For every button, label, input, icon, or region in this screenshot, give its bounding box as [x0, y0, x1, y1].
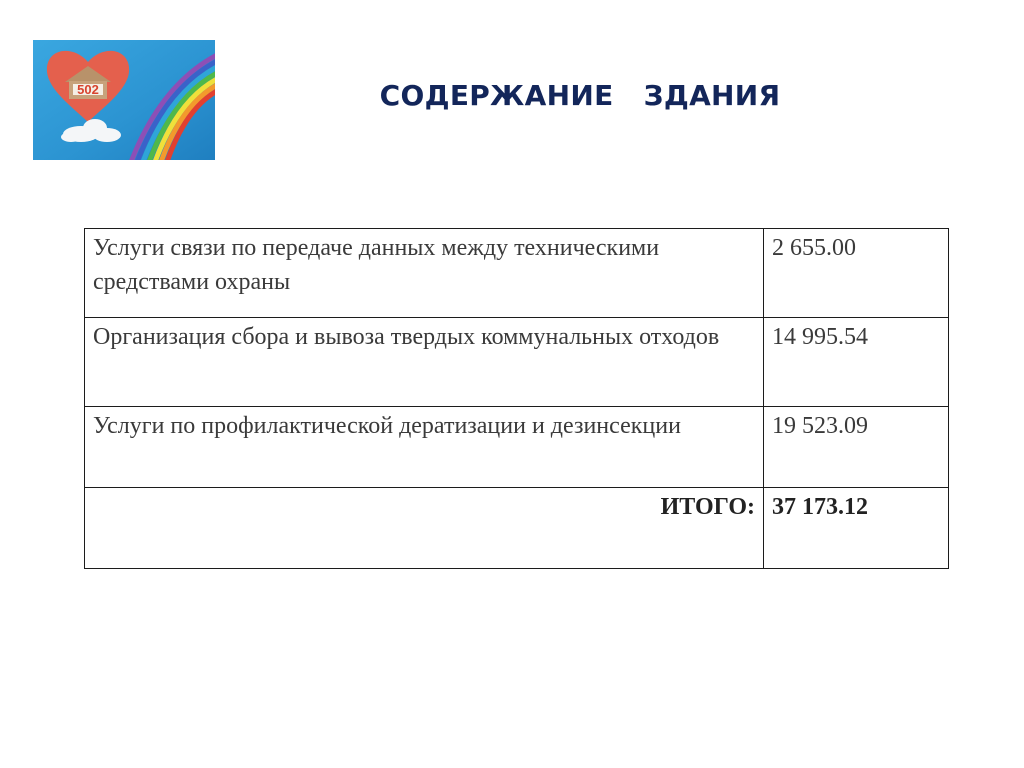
table-row	[85, 407, 949, 488]
row-amount: 19 523.09	[764, 407, 949, 488]
row-amount: 14 995.54	[764, 318, 949, 407]
table-row	[85, 318, 949, 407]
heart-house-rainbow-icon	[33, 40, 215, 160]
total-row	[85, 488, 949, 569]
row-amount: 2 655.00	[764, 229, 949, 318]
costs-table	[84, 228, 949, 569]
row-description: Услуги связи по передаче данных между техническими средствами охраны	[85, 229, 764, 318]
row-description: Организация сбора и вывоза твердых коммунальных отходов	[85, 318, 764, 407]
page-title: СОДЕРЖАНИЕ ЗДАНИЯ	[379, 79, 781, 112]
logo-image	[33, 40, 215, 160]
row-description: Услуги по профилактической дератизации и дезинсекции	[85, 407, 764, 488]
logo-number: 502	[77, 82, 99, 97]
total-value: 37 173.12	[764, 488, 949, 569]
table-row	[85, 229, 949, 318]
total-label: ИТОГО:	[85, 488, 764, 569]
